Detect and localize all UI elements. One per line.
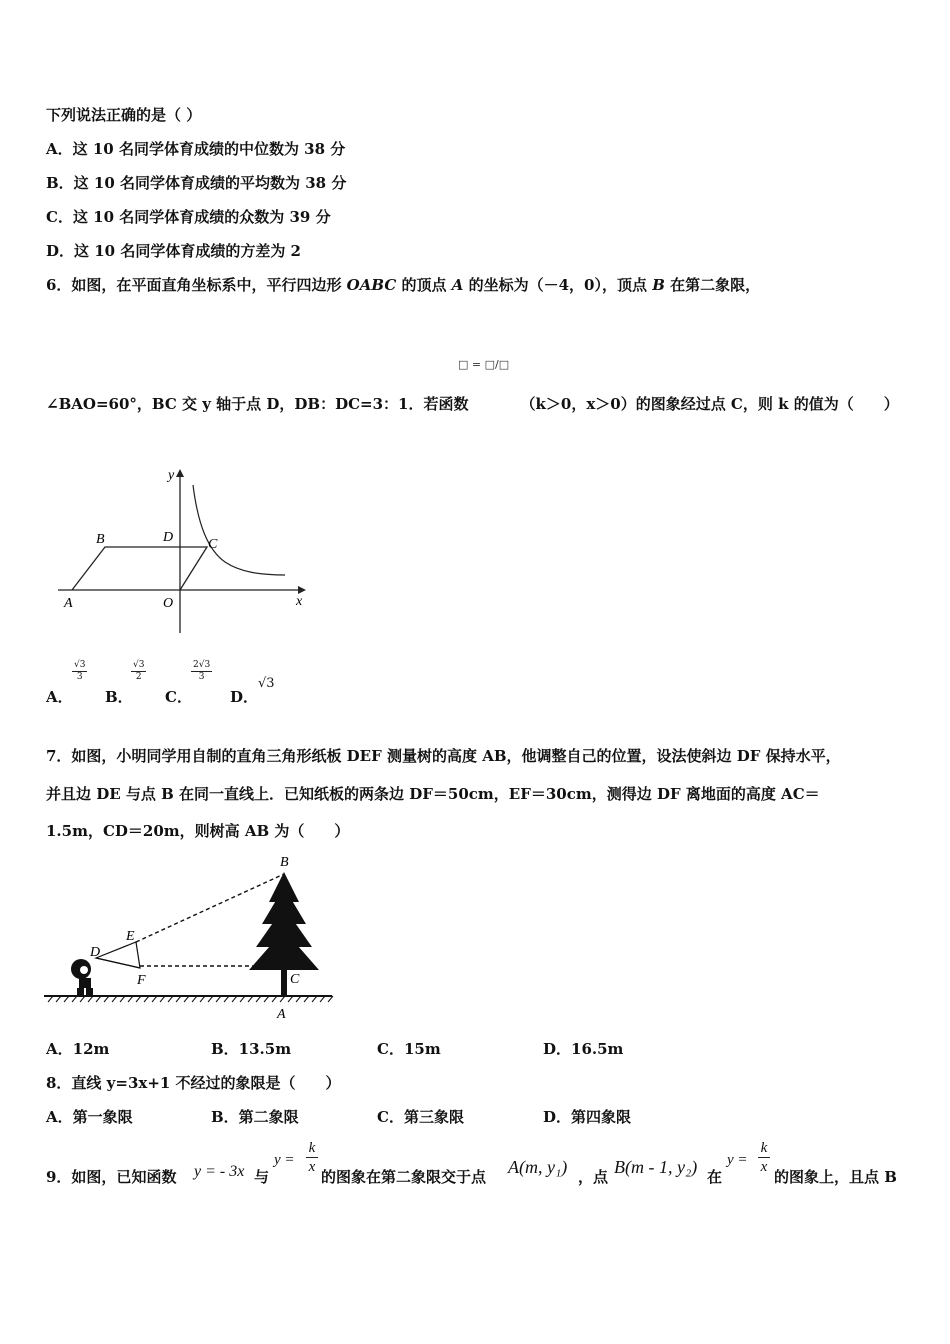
q7-line2: 并且边 DE 与点 B 在同一直线上．已知纸板的两条边 DF＝50cm，EF＝30cm，测得边 DF 离地面的高度 AC＝ [46, 785, 820, 803]
q9-f2-den: x [308, 1159, 316, 1175]
q8-option-d: D．第四象限 [543, 1108, 632, 1126]
q6-x-arrow [298, 586, 306, 594]
q7-label-d: D [90, 945, 101, 960]
q6-text-a: 6．如图，在平面直角坐标系中，平行四边形 [46, 276, 347, 294]
q6-option-a-den: 3 [76, 672, 83, 682]
q7-person [71, 959, 93, 996]
q7-label-e: E [126, 929, 135, 944]
q8-option-a: A．第一象限 [46, 1108, 133, 1126]
q9-point-b: B(m - 1, y₂) [614, 1157, 698, 1177]
q9-f3-num: k [758, 1139, 770, 1158]
q8-stem: 8．直线 y=3x+1 不经过的象限是（ ） [46, 1074, 341, 1092]
q9-pre: 9．如图，已知函数 [46, 1168, 177, 1186]
q6-condition-text: （k＞0，x＞0）的图象经过点 C，则 k 的值为（ ） [520, 395, 899, 413]
q7-edge-df [96, 958, 140, 968]
q6-line1 [46, 274, 760, 295]
q6-label-d: D [163, 530, 174, 545]
q9-f3-den: x [760, 1159, 768, 1175]
q6-point-a: A [451, 276, 464, 294]
q6-label-a: A [64, 596, 73, 611]
q5-option-a: A．这 10 名同学体育成绩的中位数为 38 分 [46, 140, 346, 158]
q6-option-b-den: 2 [135, 672, 142, 682]
q6-option-d-letter: D． [230, 688, 259, 706]
q9-comma: ，点 [578, 1168, 609, 1186]
q6-label-c: C [208, 537, 218, 552]
q9-mid: 的图象在第二象限交于点 [321, 1168, 487, 1186]
q6-label-o: O [163, 596, 174, 611]
q6-line2 [46, 393, 899, 414]
q8-option-b: B．第二象限 [211, 1108, 299, 1126]
q6-text-d: 在第二象限， [664, 276, 761, 294]
q6-y-arrow [176, 469, 184, 477]
q6-option-b-num: √3 [133, 660, 145, 670]
q7-option-a: A．12m [46, 1040, 110, 1058]
q6-point-b: B [652, 276, 665, 294]
q5-option-d: D．这 10 名同学体育成绩的方差为 2 [46, 242, 301, 260]
q7-label-a: A [277, 1007, 286, 1022]
q6-formula-placeholder: □ = □/□ [458, 358, 510, 371]
q6-option-b-fraction [131, 660, 146, 683]
q5-option-c: C．这 10 名同学体育成绩的众数为 39 分 [46, 208, 331, 226]
q9-function-3-lhs: y = [727, 1152, 748, 1168]
q6-option-a-fraction [72, 660, 87, 683]
q6-option-a-letter: A． [46, 688, 73, 706]
q7-label-b: B [280, 855, 289, 870]
q6-option-a-num: √3 [74, 660, 86, 670]
q9-point-a: A(m, y₁) [508, 1157, 568, 1177]
q6-option-c-den: 3 [198, 672, 205, 682]
q6-option-c-fraction [191, 660, 212, 683]
q6-parallelogram [72, 547, 207, 590]
q7-tree-figure [44, 852, 339, 1024]
q7-option-b: B．13.5m [211, 1040, 292, 1058]
q5-option-b: B．这 10 名同学体育成绩的平均数为 38 分 [46, 174, 347, 192]
q7-label-c: C [290, 972, 300, 987]
q9-function-2-lhs: y = [274, 1152, 295, 1168]
q5-stem: 下列说法正确的是（ ） [46, 106, 202, 124]
q9-on: 在 [707, 1168, 723, 1186]
q9-with: 与 [254, 1168, 270, 1186]
q7-option-c: C．15m [377, 1040, 441, 1058]
q6-text-b: 的顶点 [396, 276, 452, 294]
q7-label-f: F [137, 973, 146, 988]
q6-text-c: 的坐标为（－4，0），顶点 [463, 276, 653, 294]
q6-label-y: y [168, 468, 175, 483]
q6-angle-text: ∠BAO=60°，BC 交 y 轴于点 D，DB：DC=3：1．若函数 [46, 395, 469, 413]
q8-option-c: C．第三象限 [377, 1108, 464, 1126]
q6-label-x: x [296, 594, 303, 609]
q9-post: 的图象上，且点 B [774, 1168, 897, 1186]
q6-option-b-letter: B． [105, 688, 133, 706]
q6-option-c-num: 2√3 [193, 660, 211, 670]
q7-option-d: D．16.5m [543, 1040, 624, 1058]
q7-sight-line [136, 874, 284, 942]
q7-triangle-def [96, 942, 140, 968]
q9-function-3-fraction [758, 1139, 770, 1176]
q6-oabc: OABC [346, 276, 397, 294]
q7-line3: 1.5m，CD＝20m，则树高 AB 为（ ） [46, 822, 350, 840]
q9-function-1: y = - 3x [194, 1163, 245, 1180]
q6-hyperbola [193, 485, 285, 575]
q6-label-b: B [96, 532, 105, 547]
q9-function-2-fraction [306, 1139, 318, 1176]
q7-line1: 7．如图，小明同学用自制的直角三角形纸板 DEF 测量树的高度 AB，他调整自己的位置，设法使斜边 DF 保持水平， [46, 747, 841, 765]
q7-tree [249, 872, 319, 996]
q6-option-c-letter: C． [165, 688, 192, 706]
q9-f2-num: k [306, 1139, 318, 1158]
q6-coordinate-graph [50, 465, 315, 640]
q6-option-d-value: √3 [258, 676, 275, 691]
